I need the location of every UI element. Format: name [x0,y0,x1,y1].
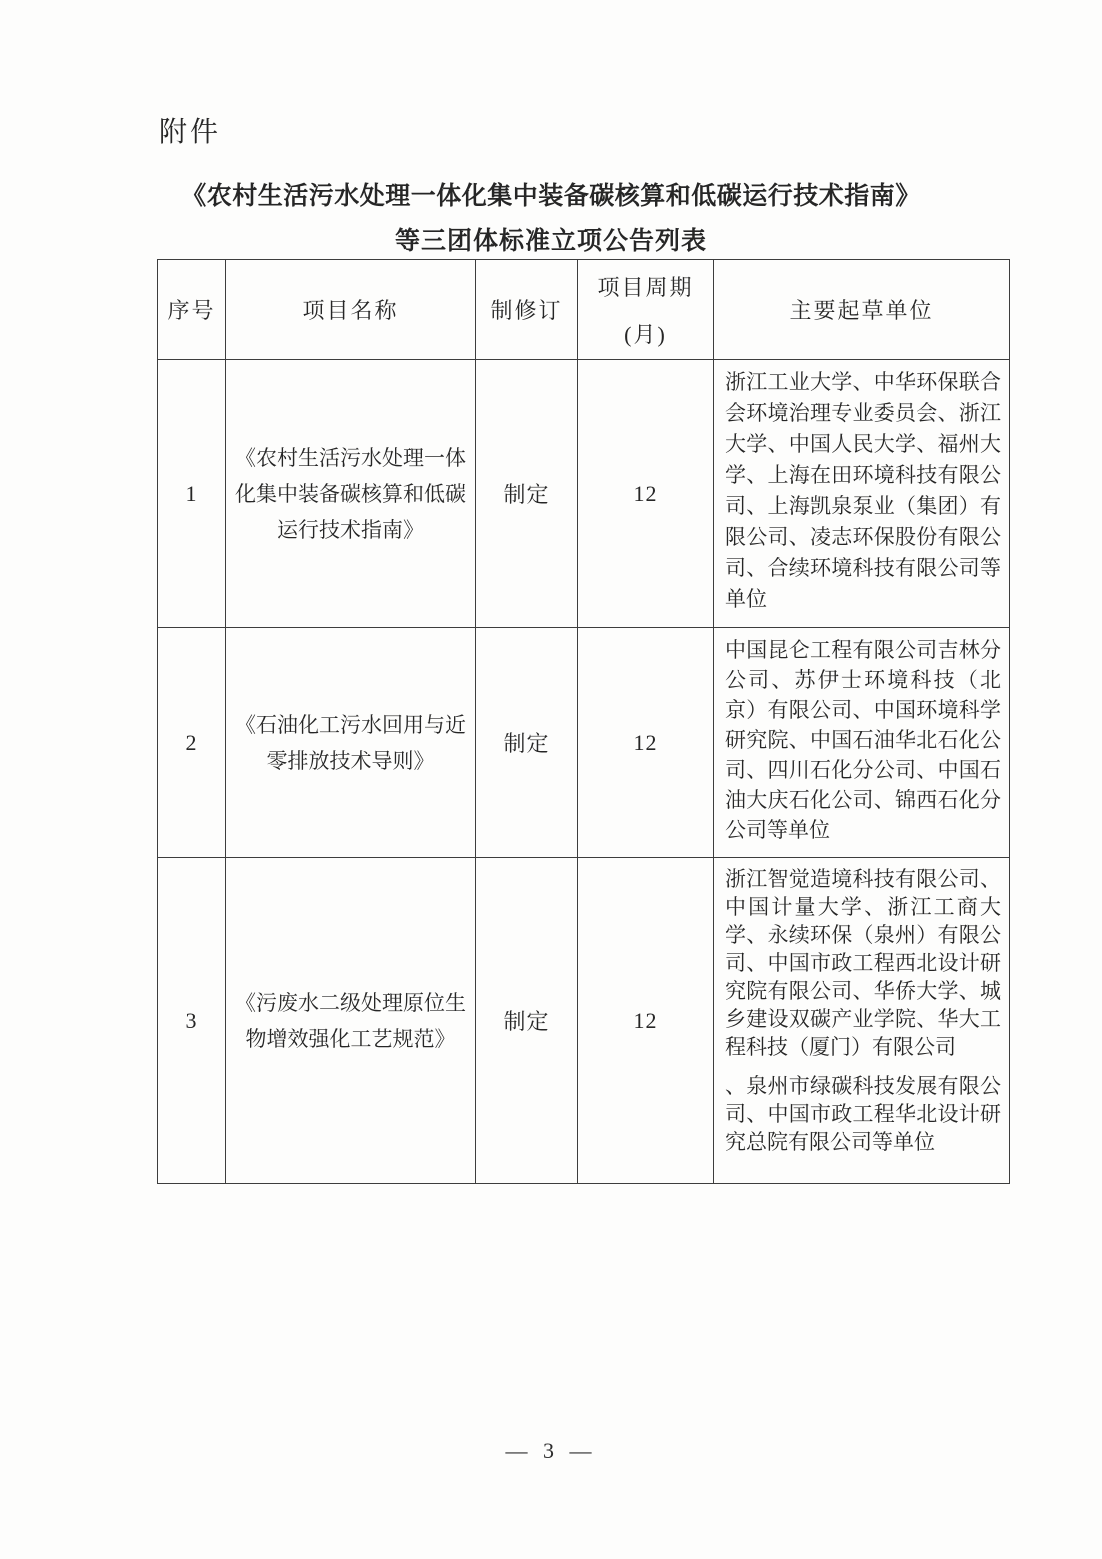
projects-table [157,259,1010,1184]
drafting-units-paragraph-2: 、泉州市绿碳科技发展有限公司、中国市政工程华北设计研究总院有限公司等单位 [725,1074,1001,1154]
document-title [0,176,1102,257]
cell-drafting-units: 浙江工业大学、中华环保联合会环境治理专业委员会、浙江大学、中国人民大学、福州大学、上海在田环境科技有限公司、上海凯泉泵业（集团）有限公司、凌志环保股份有限公司、合续环境科技有限公司等单位 [714,360,1010,628]
table-header-row [158,260,1010,360]
cell-period: 12 [578,858,714,1184]
cell-period: 12 [578,628,714,858]
cell-type: 制定 [476,858,578,1184]
table-row [158,360,1010,628]
document-title-line2: 等三团体标准立项公告列表 [394,228,707,255]
cell-no: 3 [158,858,226,1184]
document-title-line1: 《农村生活污水处理一体化集中装备碳核算和低碳运行技术指南》 [181,183,921,210]
cell-no: 2 [158,628,226,858]
cell-project-name: 《农村生活污水处理一体化集中装备碳核算和低碳运行技术指南》 [226,360,476,628]
drafting-units-paragraph-1: 浙江智觉造境科技有限公司、中国计量大学、浙江工商大学、永续环保（泉州）有限公司、中国市政工程西北设计研究院有限公司、华侨大学、城乡建设双碳产业学院、华大工程科技（厦门）有限公司 [725,867,1001,1059]
table-row [158,858,1010,1184]
attachment-label: 附件 [159,117,222,148]
cell-project-name: 《污废水二级处理原位生物增效强化工艺规范》 [226,858,476,1184]
cell-drafting-units: 中国昆仑工程有限公司吉林分公司、苏伊士环境科技（北京）有限公司、中国环境科学研究院、中国石油华北石化公司、四川石化分公司、中国石油大庆石化公司、锦西石化分公司等单位 [714,628,1010,858]
page-number: — 3 — [505,1438,597,1463]
cell-project-name: 《石油化工污水回用与近零排放技术导则》 [226,628,476,858]
cell-type: 制定 [476,628,578,858]
cell-type: 制定 [476,360,578,628]
col-header-period [578,260,714,360]
col-header-no: 序号 [158,260,226,360]
cell-no: 1 [158,360,226,628]
cell-period: 12 [578,360,714,628]
table-row [158,628,1010,858]
col-header-type: 制修订 [476,260,578,360]
col-header-period-line1: 项目周期 [597,274,694,300]
col-header-name: 项目名称 [226,260,476,360]
cell-drafting-units [714,858,1010,1184]
col-header-units: 主要起草单位 [714,260,1010,360]
col-header-period-line2: (月) [624,321,667,347]
